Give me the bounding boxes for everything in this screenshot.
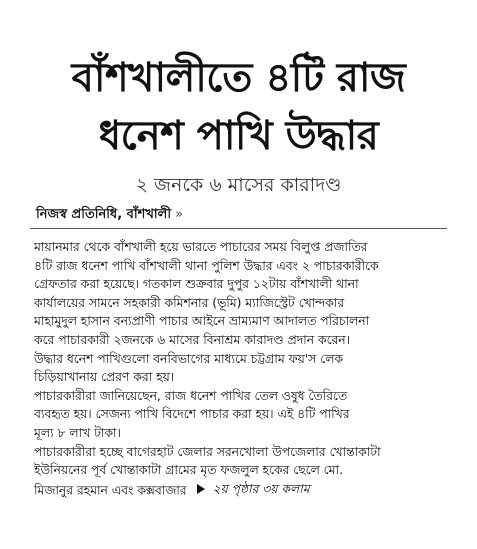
text-line: মূল্য ৮ লাখ টাকা। [34, 425, 121, 440]
text-line: করে পাচারকারী ২জনকে ৬ মাসের বিনাশ্রম কারাদণ্ড প্রদান করেন। [34, 332, 351, 347]
text-line: চিড়িয়াখানায় প্রেরণ করা হয়। [34, 370, 175, 385]
subheadline: ২ জনকে ৬ মাসের কারাদণ্ড [135, 174, 342, 196]
text-line: ব্যবহৃত হয়। সেজন্য পাখি বিদেশে পাচার করা হয়। এই ৪টি পাখির [34, 407, 350, 422]
continued-on-label: ২য় পৃষ্ঠার ৩য় কলাম [212, 481, 310, 496]
text-line-fragment: মিজানুর রহমান এবং কক্সবাজার [34, 483, 187, 498]
text-line: পাচারকারীরা হচ্ছে বাগেরহাট জেলার সরনখোলা উপজেলার খোন্তাকাটা [34, 444, 381, 459]
play-arrow-icon [197, 484, 205, 494]
text-line: গ্রেফতার করা হয়েছে। গতকাল শুক্রবার দুপুর ১২টায় বাঁশখালী থানা [34, 277, 359, 292]
byline-label: নিজস্ব প্রতিনিধি, বাঁশখালী [36, 207, 172, 222]
paragraph-3 [34, 443, 450, 500]
text-line: পাচারকারীরা জানিয়েছেন, রাজ ধনেশ পাখির তেল ওষুধ তৈরিতে [34, 388, 348, 403]
text-line: ইউনিয়নের পূর্ব খোন্তাকাটা গ্রামের মৃত ফজলুল হকের ছেলে মো. [34, 463, 343, 478]
paragraph-2 [34, 387, 450, 443]
text-line: ৪টি রাজ ধনেশ পাখি বাঁশখালী থানা পুলিশ উদ্ধার এবং ২ পাচারকারীকে [34, 258, 379, 273]
text-line: কার্যালয়ের সামনে সহকারী কমিশনার (ভূমি) ম্যাজিস্ট্রেট খোন্দকার [34, 295, 345, 310]
paragraph-1 [34, 238, 450, 387]
article-body [34, 238, 450, 500]
byline-arrow-icon: » [175, 207, 184, 222]
headline-line-2: ধনেশ পাখি উদ্ধার [98, 113, 379, 159]
divider [30, 228, 447, 229]
byline [36, 205, 183, 225]
last-line [34, 480, 450, 500]
text-line: মাহামুদুল হাসান বন্যপ্রাণী পাচার আইনে ভ্রাম্যমাণ আদালত পরিচালনা [34, 314, 370, 329]
text-line: উদ্ধার ধনেশ পাখিগুলো বনবিভাগের মাধ্যমে চট্টগ্রাম ফয়'স লেক [34, 351, 343, 366]
text-line: মায়ানমার থেকে বাঁশখালী হয়ে ভারতে পাচারের সময় বিলুপ্ত প্রজাতির [34, 240, 368, 254]
headline-line-1: বাঁশখালীতে ৪টি রাজ [71, 55, 406, 101]
continued-on-link[interactable] [191, 480, 310, 499]
